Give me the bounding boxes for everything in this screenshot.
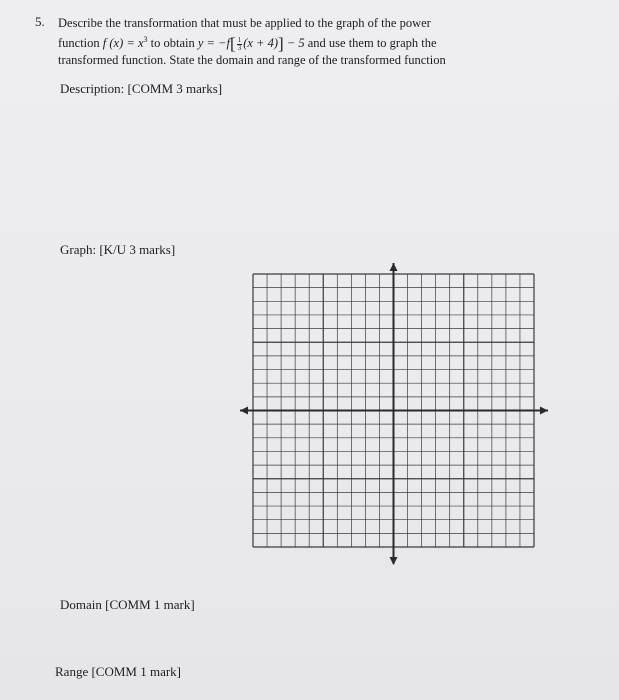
fraction-numerator: 1 xyxy=(237,35,242,44)
domain-label: Domain [COMM 1 mark] xyxy=(60,597,195,612)
graph-label: Graph: [K/U 3 marks] xyxy=(60,242,176,257)
coordinate-grid[interactable] xyxy=(238,262,550,567)
function-exponent: 3 xyxy=(143,35,148,44)
equation-start: y = −f xyxy=(197,36,231,51)
question-line-2-suffix: and use them to graph the xyxy=(307,36,437,51)
question-obtain-word: to obtain xyxy=(150,36,195,51)
range-label: Range [COMM 1 mark] xyxy=(55,664,182,679)
question-text-line-3: transformed function. State the domain and range of the transformed function xyxy=(58,53,446,67)
fraction-denominator: 3 xyxy=(237,43,242,52)
fraction xyxy=(237,37,243,52)
function-definition xyxy=(103,36,148,50)
question-text-line-2 xyxy=(58,32,437,52)
question-function-word: function xyxy=(58,36,100,51)
description-label: Description: [COMM 3 marks] xyxy=(60,81,223,96)
left-bracket: [ xyxy=(230,34,236,54)
function-definition-base: f (x) = x xyxy=(102,36,144,51)
y-axis-arrow-down-icon xyxy=(390,557,398,565)
equation-tail: − 5 xyxy=(286,36,305,51)
x-axis-arrow-right-icon xyxy=(540,407,548,415)
x-axis-arrow-left-icon xyxy=(240,407,248,415)
equation-inner: (x + 4) xyxy=(243,36,278,51)
right-bracket: ] xyxy=(278,34,284,54)
coordinate-grid-svg[interactable] xyxy=(238,262,550,567)
question-number: 5. xyxy=(35,14,45,29)
transformed-equation xyxy=(197,34,308,54)
question-text-line-1: Describe the transformation that must be applied to the graph of the power xyxy=(58,16,431,30)
y-axis-arrow-up-icon xyxy=(390,263,398,271)
